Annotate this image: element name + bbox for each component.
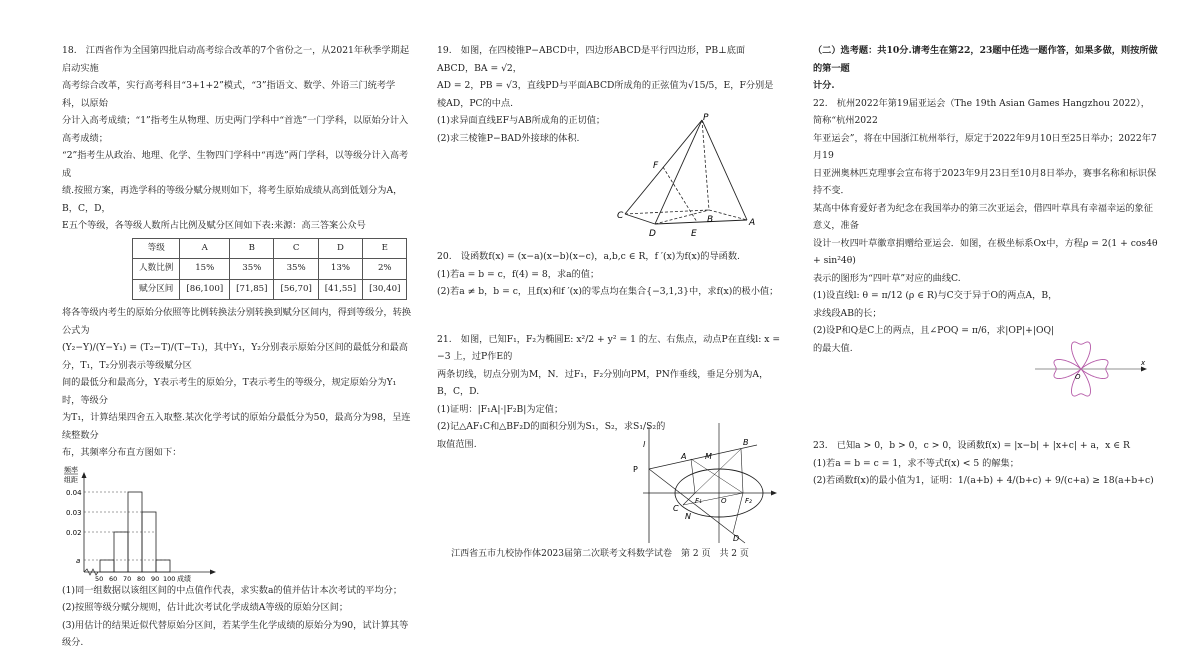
tangent-pm xyxy=(649,445,757,469)
edge-pd xyxy=(655,120,702,224)
q18-text: “2”指考生从政治、地理、化学、生物四门学科中“再选”两门学科，以等级分计入高考成 xyxy=(62,150,409,179)
y-tick: 0.03 xyxy=(66,508,82,517)
question-22 xyxy=(813,95,1158,438)
q22-text: 表示的图形为“四叶草”对应的曲线C. xyxy=(813,272,961,284)
q22-text: 22. 杭州2022年第19届亚运会（The 19th Asian Games Hangzhou 2022），简称“杭州2022 xyxy=(813,97,1150,126)
table-cell: 15% xyxy=(180,259,230,280)
table-cell: A xyxy=(180,238,230,259)
table-cell: 赋分区间 xyxy=(133,279,180,300)
q22-text: 年亚运会”，将在中国浙江杭州举行，原定于2022年9月10日至25日举办；2022年7月19 xyxy=(813,132,1157,161)
x-axis-label: 成绩 xyxy=(177,574,191,582)
label-o: O xyxy=(721,496,727,505)
table-row xyxy=(133,279,407,300)
section-title: （二）选考题：共10分.请考生在第22，23题中任选一题作答，如果多做，则按所做的第一题 xyxy=(813,45,1158,74)
label-f2: F₂ xyxy=(745,496,752,505)
label-l: l xyxy=(643,439,646,449)
table-cell: [86,100] xyxy=(180,279,230,300)
q20-text: 20. 设函数f(x) = (x−a)(x−b)(x−c)，a,b,c ∈ R，f ′(x)为f(x)的导函数. xyxy=(437,251,740,262)
q21-subquestion: (1)证明：|F₁A|·|F₂B|为定值； xyxy=(437,403,564,415)
q20-subquestion: (1)若a = b = c，f(4) = 8，求a的值； xyxy=(437,268,600,280)
q19-body xyxy=(437,112,782,244)
q19-subquestion: (2)求三棱锥P−BAD外接球的体积. xyxy=(437,132,580,144)
q18-subquestion: (2)按照等级分赋分规则，估计此次考试化学成绩A等级的原始分区间； xyxy=(62,602,349,613)
table-cell: 35% xyxy=(274,259,318,280)
label-n: N xyxy=(685,511,691,521)
table-cell: C xyxy=(274,238,318,259)
label-d: D xyxy=(733,533,740,543)
label-o: O xyxy=(1075,373,1081,381)
table-cell: B xyxy=(230,238,274,259)
perp-f2d xyxy=(733,493,743,533)
table-cell: [71,85] xyxy=(230,279,274,300)
q18-subquestion: (3)用估计的结果近似代替原始分区间，若某学生化学成绩的原始分为90，试计算其等级分. xyxy=(62,619,409,648)
table-row xyxy=(133,259,407,280)
q18-subquestion: (1)同一组数据以该组区间的中点值作代表，求实数a的值并估计本次考试的平均分； xyxy=(62,584,403,596)
page-footer: 江西省五市九校协作体2023届第二次联考文科数学试卷 第 2 页 共 2 页 xyxy=(451,549,749,559)
label-d: D xyxy=(649,229,656,239)
q22-subquestions xyxy=(813,287,1063,357)
q22-text: 某高中体育爱好者为纪念在我国举办的第三次亚运会，借四叶草具有幸福幸运的象征意义，准备 xyxy=(813,202,1153,231)
hist-ylabel-top: 频率 xyxy=(64,465,78,474)
table-cell: 人数比例 xyxy=(133,259,180,280)
table-cell: [41,55] xyxy=(318,279,362,300)
label-f: F xyxy=(653,161,659,171)
q22-text: 设计一枚四叶草徽章捐赠给亚运会．如图，在极坐标系Ox中，方程ρ = 2(1 + cos4θ + sin²4θ) xyxy=(813,237,1158,266)
grade-table xyxy=(132,238,407,301)
q22-subquestion: (2)设P和Q是C上的两点，且∠POQ = π/6，求|OP|+|OQ|的最大值. xyxy=(813,325,1055,354)
q23-text: 23. 已知a > 0，b > 0，c > 0，设函数f(x) = |x−b| + |x+c| + a，x ∈ R xyxy=(813,440,1130,451)
x-tick: 50 xyxy=(95,574,104,582)
question-20 xyxy=(437,248,782,301)
y-tick: 0.04 xyxy=(66,488,82,497)
table-cell: 13% xyxy=(318,259,362,280)
label-b: B xyxy=(707,215,714,225)
label-m: M xyxy=(705,451,712,461)
table-row xyxy=(133,238,407,259)
seg-cf2 xyxy=(683,493,743,505)
hist-bar-50-60 xyxy=(100,560,114,572)
q18-text: E五个等级，各等级人数所占比例及赋分区间如下表:来源：高三答案公众号 xyxy=(62,220,366,231)
table-cell: D xyxy=(318,238,362,259)
q22-subquestion: (1)设直线l: θ = π/12 (ρ ∈ R)与C交于异于O的两点A，B，求线段AB的长； xyxy=(813,290,1058,319)
q19-subquestions xyxy=(437,112,637,147)
column-3 xyxy=(813,42,1158,490)
label-b: B xyxy=(743,437,749,447)
question-18 xyxy=(62,42,412,652)
q19-subquestion: (1)求异面直线EF与AB所成角的正切值； xyxy=(437,115,606,126)
label-a: A xyxy=(749,218,756,228)
label-c: C xyxy=(673,503,679,513)
y-axis-arrow xyxy=(82,472,87,478)
table-cell: [56,70] xyxy=(274,279,318,300)
question-21 xyxy=(437,331,782,543)
table-cell: E xyxy=(363,238,407,259)
tangent-pn xyxy=(649,469,745,543)
edge-ba xyxy=(709,210,747,220)
hist-ylabel-bottom: 组距 xyxy=(64,475,78,484)
label-f1: F₁ xyxy=(695,496,702,505)
q22-text: 日亚洲奥林匹克理事会宣布将于2023年9月23日至10月8日举办，赛事名称和标识保持不变． xyxy=(813,167,1157,196)
x-tick: 70 xyxy=(123,574,132,582)
edge-da xyxy=(655,220,747,224)
y-tick: a xyxy=(76,556,81,565)
q18-text: 将各等级内考生的原始分依照等比例转换法分别转换到赋分区间内，得到等级分，转换公式为 xyxy=(62,307,412,336)
question-19 xyxy=(437,42,782,244)
x-axis-arrow xyxy=(771,490,777,495)
q21-subquestion: (2)记△AF₁C和△BF₂D的面积分别为S₁，S₂，求S₁/S₂的取值范围. xyxy=(437,421,666,450)
edge-cd xyxy=(625,214,655,224)
seg-af2 xyxy=(691,459,743,493)
label-x: x xyxy=(1141,359,1146,367)
x-axis-arrow xyxy=(210,569,216,574)
q23-subquestion: (1)若a = b = c = 1，求不等式f(x) < 5 的解集； xyxy=(813,457,1019,469)
label-a: A xyxy=(681,451,687,461)
q23-subquestion: (2)若函数f(x)的最小值为1，证明：1/(a+b) + 4/(b+c) + 9/(c+a) ≥ 18(a+b+c) xyxy=(813,475,1154,486)
q21-body xyxy=(437,401,782,543)
section-title: 计分. xyxy=(813,80,835,91)
polar-axis-arrow xyxy=(1141,367,1147,372)
q21-text: 两条切线，切点分别为M，N．过F₁，F₂分别向PM，PN作垂线，垂足分别为A，B，C，D. xyxy=(437,368,769,397)
q18-text: 布，其频率分布直方图如下： xyxy=(62,447,182,458)
q18-text: 为T₁，计算结果四舍五入取整.某次化学考试的原始分最低分为50，最高分为98，呈连续整数分 xyxy=(62,412,411,441)
q18-text: 18. 江西省作为全国第四批启动高考综合改革的7个省份之一，从2021年秋季学期起启动实施 xyxy=(62,45,410,74)
q18-text: 间的最低分和最高分，Y表示考生的原始分，T表示考生的等级分，规定原始分为Y₁时，等级分 xyxy=(62,377,397,406)
edge-pc xyxy=(625,120,702,214)
question-23 xyxy=(813,437,1158,490)
q18-text: 分计入高考成绩；“1”指考生从物理、历史两门学科中“首选”一门学科，以原始分计入高考成绩； xyxy=(62,115,409,144)
x-tick: 60 xyxy=(109,574,118,582)
label-p: P xyxy=(633,464,638,474)
label-c: C xyxy=(617,211,624,221)
frequency-histogram xyxy=(62,462,232,582)
q22-body xyxy=(813,287,1158,437)
x-tick: 80 xyxy=(137,574,146,582)
pyramid-figure xyxy=(617,112,777,240)
label-e: E xyxy=(691,229,697,239)
x-tick: 90 xyxy=(151,574,160,582)
perp-f2b xyxy=(741,449,743,493)
q21-text: 21. 如图，已知F₁，F₂为椭圆E: x²/2 + y² = 1 的左、右焦点，动点P在直线l: x = −3 上，过P作E的 xyxy=(437,333,781,362)
hist-bar-70-80 xyxy=(128,492,142,572)
column-2 xyxy=(437,42,782,543)
table-cell: 等级 xyxy=(133,238,180,259)
x-tick: 100 xyxy=(163,574,176,582)
q19-text: AD = 2，PB = √3，直线PD与平面ABCD所成角的正弦值为√15/5，E，F分别是棱AD，PC的中点. xyxy=(437,80,774,109)
four-leaf-clover-curve xyxy=(1031,309,1151,437)
table-cell: [30,40] xyxy=(363,279,407,300)
y-tick: 0.02 xyxy=(66,528,82,537)
label-p: P xyxy=(703,113,709,123)
ellipse-figure xyxy=(633,419,783,547)
perp-f1a xyxy=(691,459,695,493)
q19-text: 19. 如图，在四棱锥P−ABCD中，四边形ABCD是平行四边形，PB⊥底面ABCD，BA = √2， xyxy=(437,45,746,74)
hist-bar-80-90 xyxy=(142,512,156,572)
hist-bar-90-100 xyxy=(156,560,170,572)
table-cell: 35% xyxy=(230,259,274,280)
q20-subquestion: (2)若a ≠ b，b = c，且f(x)和f ′(x)的零点均在集合{−3,1,3}中，求f(x)的极小值； xyxy=(437,286,779,297)
q18-text: 高考综合改革，实行高考科目“3+1+2”模式，“3”指语文、数学、外语三门统考学科，以原始 xyxy=(62,80,396,109)
q18-text: 绩.按照方案，再选学科的等级分赋分规则如下，将考生原始成绩从高到低划分为A，B，C，D， xyxy=(62,185,403,214)
table-cell: 2% xyxy=(363,259,407,280)
q18-formula: (Y₂−Y)/(Y−Y₁) = (T₂−T)/(T−T₁)，其中Y₁，Y₂分别表示原始分区间的最低分和最高分，T₁，T₂分别表示等级赋分区 xyxy=(62,342,408,371)
